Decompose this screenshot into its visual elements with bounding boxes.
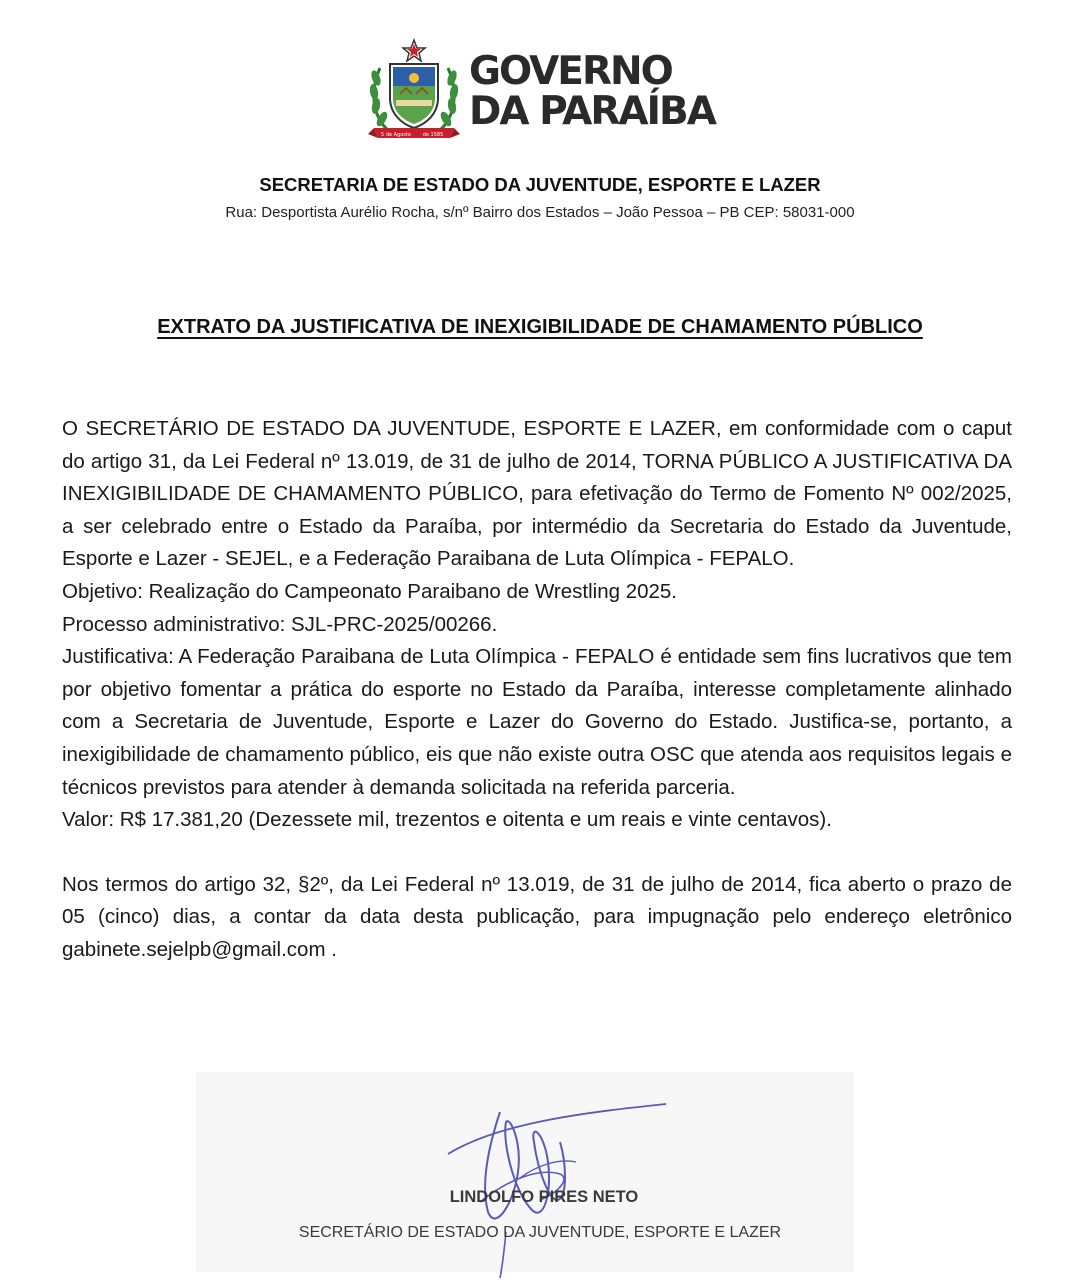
government-logo xyxy=(366,38,715,142)
prazo-paragraph: Nos termos do artigo 32, §2º, da Lei Federal nº 13.019, de 31 de julho de 2014, fica aberto o prazo de 05 (cinco) dias, a contar da data desta publicação, para impugnação pelo endereço eletrônico gabinete.sejelpb@gmail.com . xyxy=(62,872,1012,961)
intro-paragraph: O SECRETÁRIO DE ESTADO DA JUVENTUDE, ESPORTE E LAZER, em conformidade com o caput do artigo 31, da Lei Federal nº 13.019, de 31 de julho de 2014, TORNA PÚBLICO A JUSTIFICATIVA DA INEXIGIBILIDADE DE CHAMAMENTO PÚBLICO, para efetivação do Termo de Fomento Nº 002/2025, a ser celebrado entre o Estado da Paraíba, por intermédio da Secretaria do Estado da Juventude, Esporte e Lazer - SEJEL, e a Federação Paraibana de Luta Olímpica - FEPALO. xyxy=(62,417,1012,571)
logo-wordmark xyxy=(469,49,715,134)
logo-line-1: GOVERNO xyxy=(469,49,672,94)
signatory-role: SECRETÁRIO DE ESTADO DA JUVENTUDE, ESPORTE E LAZER xyxy=(298,1224,782,1241)
handwritten-signature xyxy=(440,1082,680,1282)
department-address: Rua: Desportista Aurélio Rocha, s/nº Bairro dos Estados – João Pessoa – PB CEP: 58031-000 xyxy=(225,204,855,221)
valor-line: Valor: R$ 17.381,20 (Dezessete mil, trezentos e oitenta e um reais e vinte centavos). xyxy=(62,808,832,832)
justificativa-paragraph: Justificativa: A Federação Paraibana de Luta Olímpica - FEPALO é entidade sem fins lucrativos que tem por objetivo fomentar a prática do esporte no Estado da Paraíba, interesse completamente alinhado com a Secretaria de Juventude, Esporte e Lazer do Governo do Estado. Justifica-se, portanto, a inexigibilidade de chamamento público, eis que não existe outra OSC que atenda aos requisitos legais e técnicos previstos para atender à demanda solicitada na referida parceria. xyxy=(62,645,1012,799)
coat-of-arms-icon xyxy=(366,38,462,142)
signatory-name: LINDOLFO PIRES NETO xyxy=(449,1188,639,1206)
document-title xyxy=(0,316,1080,339)
logo-line-2: DA PARAÍBA xyxy=(469,89,715,134)
processo-line: Processo administrativo: SJL-PRC-2025/00266. xyxy=(62,612,498,636)
department-name: SECRETARIA DE ESTADO DA JUVENTUDE, ESPORTE E LAZER xyxy=(259,174,821,195)
header xyxy=(0,38,1080,142)
crest-ribbon-left: 5 de Agosto xyxy=(381,132,411,138)
objetivo-line: Objetivo: Realização do Campeonato Paraibano de Wrestling 2025. xyxy=(62,579,677,603)
crest-ribbon-right: de 1585 xyxy=(422,132,444,138)
document-title-text: EXTRATO DA JUSTIFICATIVA DE INEXIGIBILIDADE DE CHAMAMENTO PÚBLICO xyxy=(157,316,923,338)
document-body xyxy=(62,413,1012,967)
